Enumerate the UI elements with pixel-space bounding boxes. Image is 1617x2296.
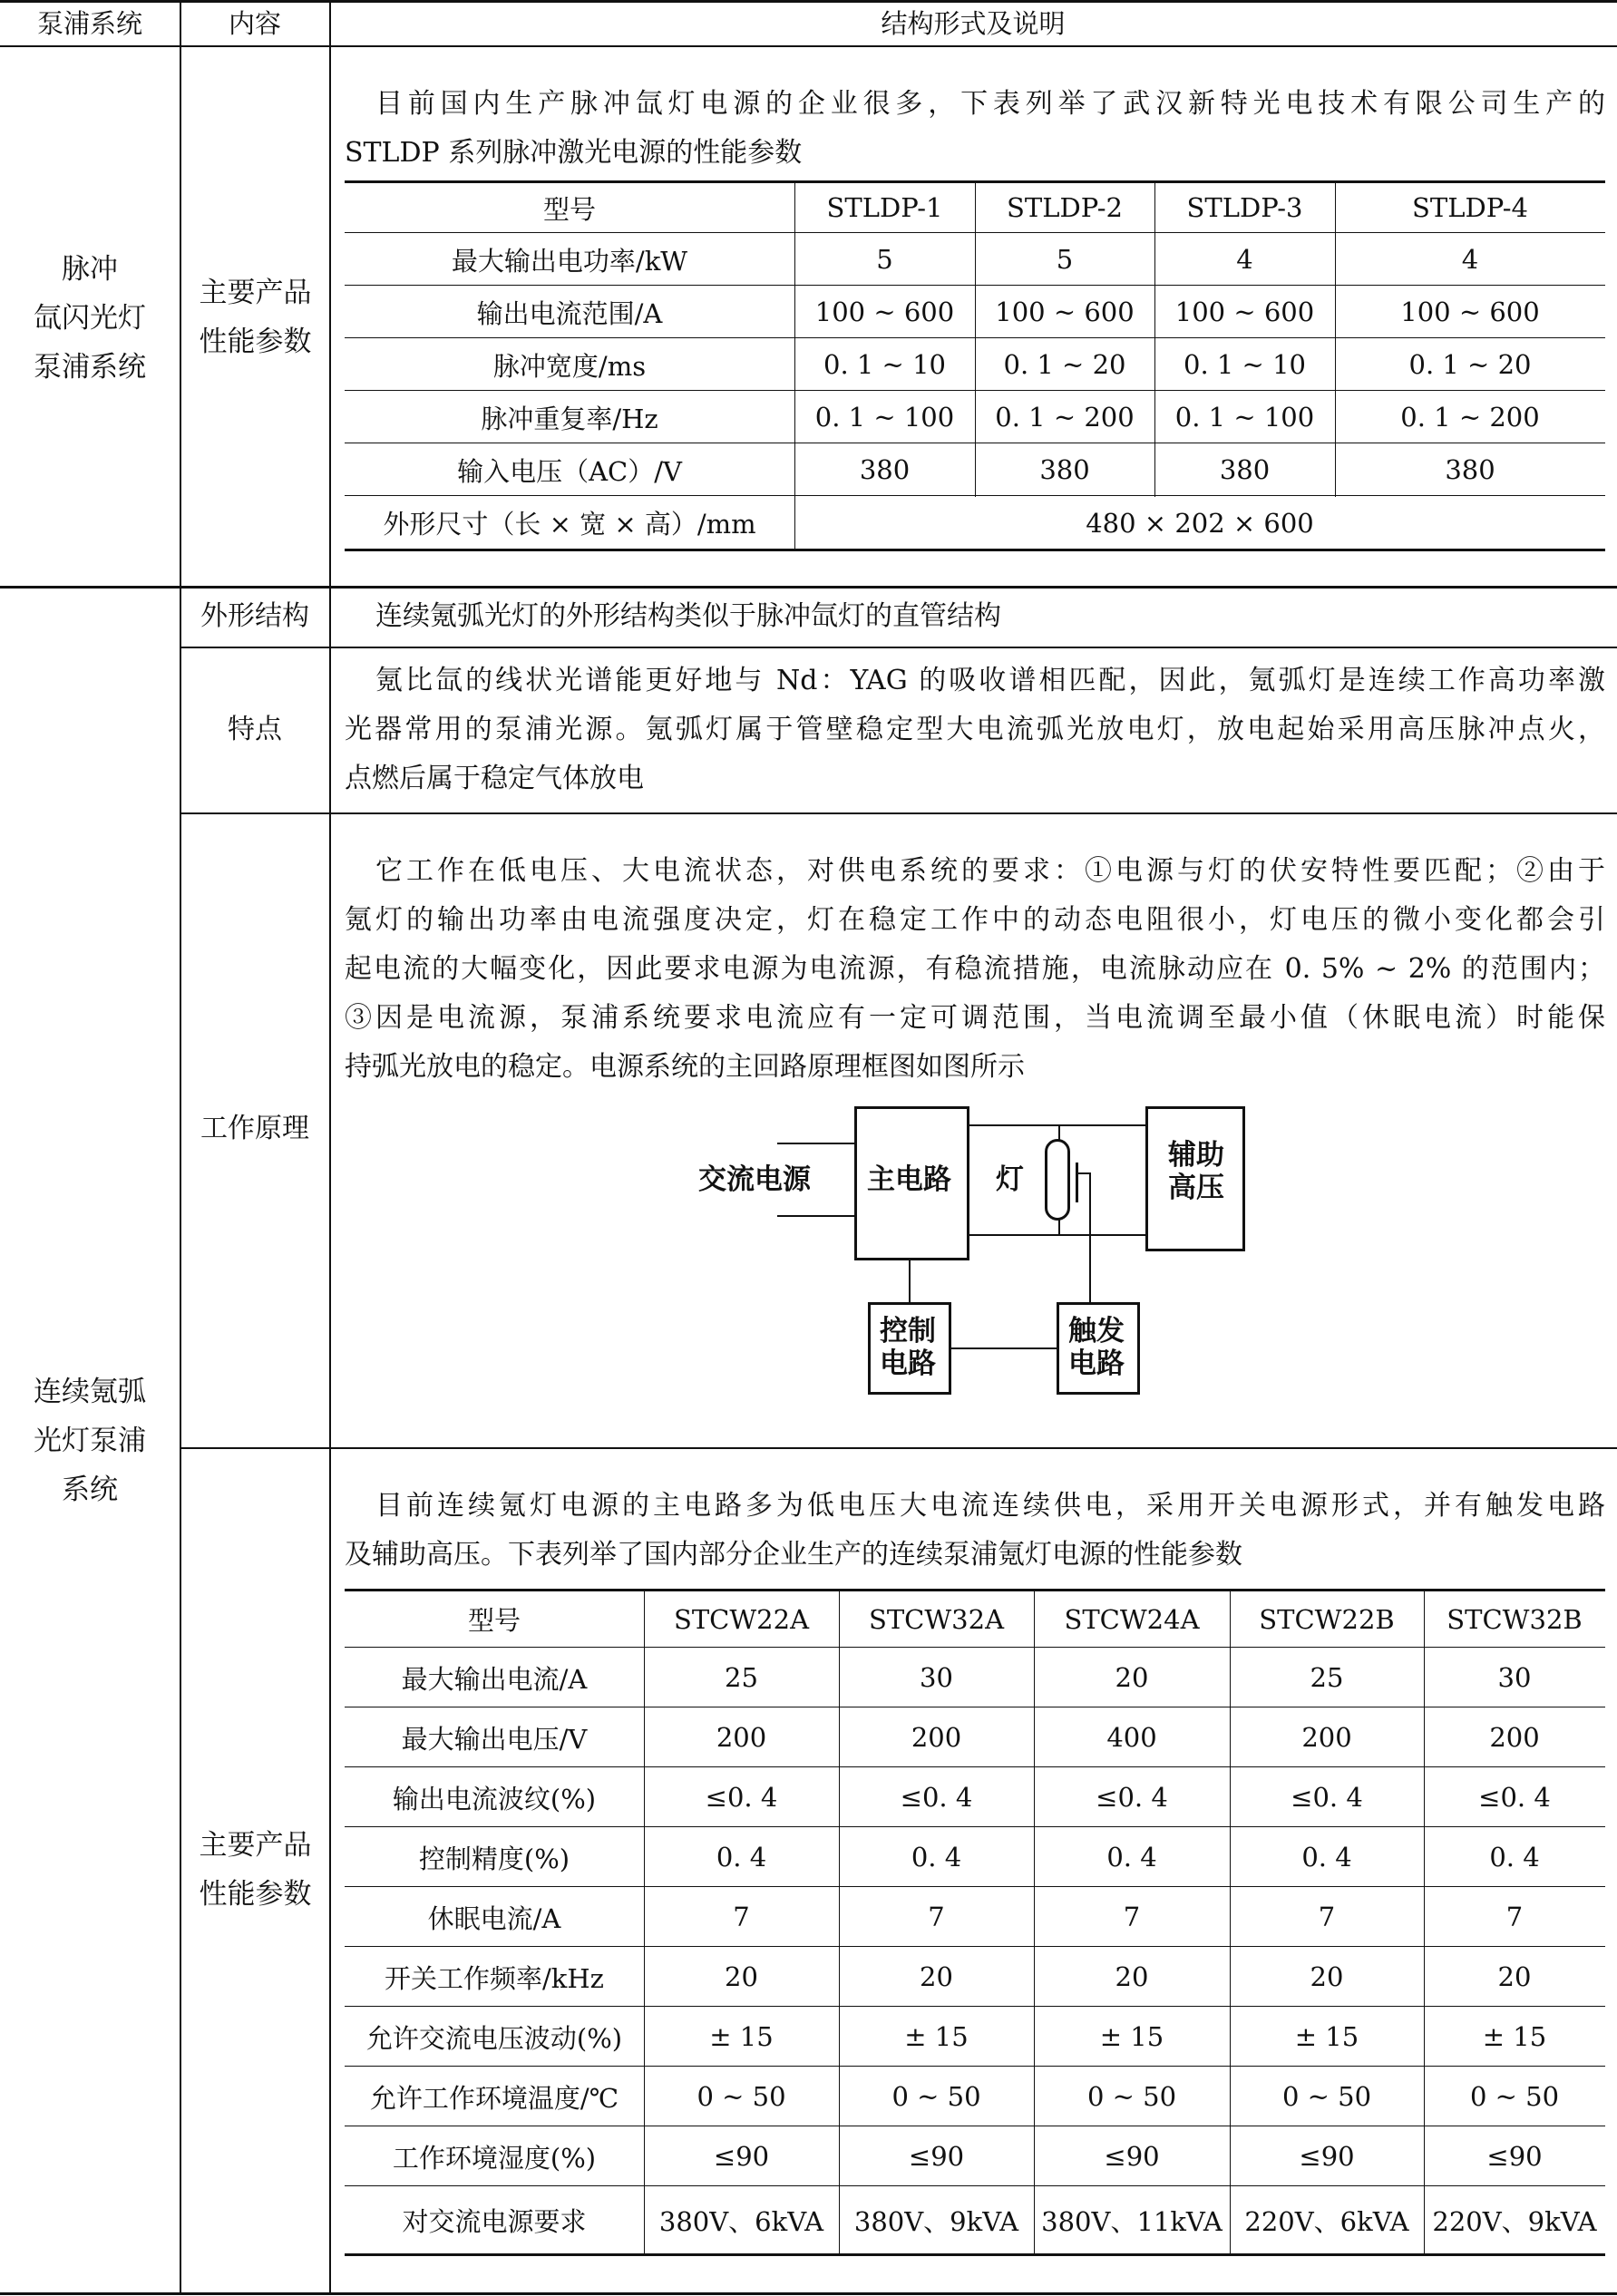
cont-header-cell: 型号: [467, 1605, 521, 1636]
pulsed-table-cell: 100 ~ 600: [995, 297, 1135, 327]
pulsed-table-cell: 0. 1 ~ 100: [814, 402, 955, 433]
cont-table-cell: 20: [920, 1961, 953, 1992]
pulsed-table-cell: 5: [1056, 244, 1074, 275]
continuous-system-label: 连续氪弧 光灯泵浦 系统: [34, 1376, 146, 1506]
cont-table-cell: ≤0. 4: [705, 1782, 778, 1813]
top-border: [0, 0, 1617, 3]
bottom-border: [0, 2292, 1617, 2295]
cont-table-cell: ≤0. 4: [1096, 1782, 1168, 1813]
cont-table-cell: 0. 4: [911, 1842, 962, 1873]
principle-text: 它工作在低电压、大电流状态，对供电系统的要求：①电源与灯的伏安特性要匹配；②由于 氪灯的输出功率由电流强度决定，灯在稳定工作中的动态电阻很小，灯电压的微小变化都会引 起电流的大幅变化，因此要求电源为电流源，有稳流措施，电流脉动应在 0. 5% ~ 2% 的范围内； ③因是电流源，泵浦系统要求电流应有一定可调范围，当电流调至最小值（休眠电流）时能保 持弧光放电的稳定。电源系统的主回路原理框图如图所示: [345, 855, 1605, 1083]
pulsed-system-label: 脉冲 氙闪光灯 泵浦系统: [34, 253, 146, 384]
row-divider-structure: [180, 647, 1617, 648]
cont-table-cell: 200: [716, 1722, 767, 1753]
cont-table-cell: 25: [725, 1662, 758, 1693]
cont-table-cell: 7: [928, 1902, 945, 1932]
structure-label: 外形结构: [200, 600, 309, 632]
cont-table-cell: 7: [1318, 1902, 1336, 1932]
header-content: 内容: [228, 8, 282, 39]
cont-table-cell: 0. 4: [1106, 1842, 1157, 1873]
pulsed-dimension-label: 外形尺寸（长 × 宽 × 高）/mm: [383, 509, 756, 540]
cont-table-cell: 工作环境湿度(%): [392, 2142, 597, 2174]
cont-table-cell: 0. 4: [1489, 1842, 1540, 1873]
lamp-wire-top: [969, 1124, 1145, 1126]
cont-header-cell: STCW22B: [1259, 1603, 1395, 1635]
cont-table-cell: 开关工作频率/kHz: [385, 1962, 604, 1994]
pulsed-table-cell: 输出电流范围/A: [476, 297, 663, 329]
cont-table-cell: 20: [1310, 1961, 1344, 1992]
cont-table-cell: ≤90: [1299, 2141, 1355, 2172]
pulsed-table-cell: 0. 1 ~ 200: [995, 402, 1135, 433]
cont-table-cell: 220V、9kVA: [1432, 2206, 1597, 2237]
cont-header-cell: STCW22A: [673, 1603, 810, 1635]
cont-table-cell: ≤0. 4: [900, 1782, 973, 1813]
cont-table-cell: ≤90: [713, 2141, 770, 2172]
cont-table-cell: ≤90: [1486, 2141, 1543, 2172]
pulsed-table-cell: 0. 1 ~ 100: [1174, 402, 1315, 433]
pulsed-dimension-value: 480 × 202 × 600: [1086, 507, 1314, 539]
features-label: 特点: [228, 714, 282, 745]
cont-table-cell: 20: [1497, 1961, 1532, 1992]
cont-table-cell: 380V、9kVA: [853, 2206, 1019, 2237]
control-to-trigger-wire: [951, 1347, 1057, 1349]
cont-header-cell: STCW32A: [868, 1603, 1005, 1635]
cont-table-cell: ≤0. 4: [1478, 1782, 1551, 1813]
pulsed-header-cell: STLDP-3: [1186, 192, 1303, 223]
cont-table-cell: ≤0. 4: [1291, 1782, 1363, 1813]
cont-table-cell: 控制精度(%): [418, 1843, 570, 1874]
cont-table-cell: 0 ~ 50: [891, 2081, 981, 2112]
cont-table-cell: 30: [1497, 1662, 1532, 1693]
pulsed-table-cell: 脉冲重复率/Hz: [481, 403, 658, 434]
lamp-wire-bottom: [969, 1234, 1145, 1236]
cont-table-cell: 0. 4: [1301, 1842, 1352, 1873]
trigger-lead-v: [1089, 1172, 1091, 1302]
cont-table-cell: 380V、6kVA: [658, 2206, 824, 2237]
lamp-label: 灯: [996, 1163, 1024, 1196]
params-intro: 目前连续氪灯电源的主电路多为低电压大电流连续供电，采用开关电源形式，并有触发电路 及辅助高压。下表列举了国内部分企业生产的连续泵浦氪灯电源的性能参数: [345, 1490, 1605, 1571]
cont-table-cell: 0 ~ 50: [696, 2081, 786, 2112]
pulsed-table-cell: 0. 1 ~ 10: [823, 349, 946, 380]
cont-table-cell: 7: [733, 1902, 750, 1932]
header-structure: 结构形式及说明: [881, 8, 1066, 39]
cont-table-cell: 380V、11kVA: [1041, 2206, 1222, 2237]
cont-table-cell: 20: [1115, 1961, 1149, 1992]
cont-table-cell: ± 15: [709, 2021, 774, 2052]
aux-hv-label: 辅助 高压: [1168, 1139, 1224, 1204]
cont-table-cell: ± 15: [1482, 2021, 1547, 2052]
pulsed-header-cell: STLDP-2: [1007, 192, 1123, 223]
structure-text: 连续氪弧光灯的外形结构类似于脉冲氙灯的直管结构: [375, 600, 1001, 632]
row-divider-features: [180, 812, 1617, 814]
cont-table-cell: 允许工作环境温度/℃: [369, 2082, 619, 2114]
pulsed-table-cell: 5: [876, 244, 893, 275]
cont-table-cell: 0 ~ 50: [1086, 2081, 1177, 2112]
params-label: 主要产品 性能参数: [199, 1829, 312, 1911]
cont-table-cell: 7: [1505, 1902, 1524, 1932]
cont-table-cell: 允许交流电压波动(%): [365, 2022, 623, 2054]
ac-input-wire-top: [777, 1143, 855, 1144]
header-bottom-border: [0, 45, 1617, 47]
cont-table-cell: 0 ~ 50: [1281, 2081, 1372, 2112]
main-circuit-label: 主电路: [867, 1163, 951, 1196]
pulsed-table-cell: 380: [1039, 454, 1090, 485]
pulsed-table-cell: 100 ~ 600: [814, 297, 955, 327]
trigger-electrode: [1076, 1163, 1078, 1202]
pulsed-table-cell: 最大输出电功率/kW: [451, 245, 688, 277]
cont-table-cell: 输出电流波纹(%): [392, 1783, 597, 1814]
row-divider-principle: [180, 1447, 1617, 1449]
ac-input-wire-bottom: [777, 1215, 855, 1217]
pulsed-table-cell: 4: [1236, 244, 1253, 275]
cont-table-cell: 25: [1310, 1662, 1344, 1693]
cont-table-cell: 200: [1489, 1722, 1540, 1753]
cont-table-cell: 200: [911, 1722, 962, 1753]
cont-table-cell: ± 15: [1099, 2021, 1164, 2052]
lamp-tube: [1045, 1139, 1070, 1221]
lamp-lead-bottom: [1058, 1219, 1060, 1235]
pulsed-header-cell: STLDP-1: [826, 192, 943, 223]
ac-power-label: 交流电源: [698, 1163, 811, 1196]
pulsed-table-cell: 0. 1 ~ 10: [1184, 349, 1306, 380]
cont-table-cell: 20: [1115, 1662, 1149, 1693]
section-divider: [0, 586, 1617, 589]
cont-header-cell: STCW32B: [1447, 1603, 1583, 1635]
pulsed-intro: 目前国内生产脉冲氙灯电源的企业很多，下表列举了武汉新特光电技术有限公司生产的 STLDP 系列脉冲激光电源的性能参数: [345, 88, 1605, 169]
pulsed-table-cell: 100 ~ 600: [1174, 297, 1315, 327]
pulsed-header-cell: 型号: [542, 193, 596, 225]
pulsed-table-cell: 380: [859, 454, 911, 485]
pulsed-table-cell: 输入电压（AC）/V: [457, 455, 682, 487]
cont-table-cell: 400: [1106, 1722, 1157, 1753]
pulsed-table-cell: 380: [1445, 454, 1495, 485]
cont-table-cell: ≤90: [908, 2141, 965, 2172]
cont-header-cell: STCW24A: [1064, 1603, 1200, 1635]
trigger-lead-h: [1077, 1172, 1090, 1174]
pulsed-header-cell: STLDP-4: [1412, 192, 1528, 223]
cont-table-cell: 200: [1301, 1722, 1352, 1753]
cont-table-cell: 最大输出电压/V: [401, 1723, 588, 1755]
cont-table-cell: ≤90: [1104, 2141, 1160, 2172]
control-circuit-label: 控制 电路: [880, 1315, 936, 1380]
cont-table-cell: 0 ~ 50: [1469, 2081, 1560, 2112]
cont-table-cell: 休眠电流/A: [427, 1902, 561, 1934]
pulsed-table-cell: 0. 1 ~ 20: [1003, 349, 1126, 380]
cont-table-cell: 最大输出电流/A: [401, 1663, 588, 1695]
col-divider-2: [329, 0, 331, 2295]
pulsed-table-cell: 0. 1 ~ 200: [1400, 402, 1540, 433]
pulsed-table-cell: 脉冲宽度/ms: [492, 350, 647, 382]
pulsed-table-cell: 380: [1219, 454, 1271, 485]
cont-table-cell: 0. 4: [716, 1842, 767, 1873]
pulsed-table-cell: 0. 1 ~ 20: [1408, 349, 1532, 380]
trigger-circuit-label: 触发 电路: [1068, 1315, 1125, 1380]
features-text: 氪比氙的线状光谱能更好地与 Nd：YAG 的吸收谱相匹配，因此，氪弧灯是连续工作高功率激 光器常用的泵浦光源。氪弧灯属于管壁稳定型大电流弧光放电灯，放电起始采用高压脉冲点火， 点燃后属于稳定气体放电: [345, 665, 1605, 794]
cont-table-cell: 20: [725, 1961, 758, 1992]
main-to-control-wire: [909, 1260, 911, 1302]
pulsed-content-label: 主要产品 性能参数: [199, 277, 312, 358]
principle-label: 工作原理: [200, 1113, 309, 1144]
cont-table-cell: 7: [1123, 1902, 1141, 1932]
cont-table-cell: 30: [920, 1662, 953, 1693]
cont-table-cell: ± 15: [1294, 2021, 1359, 2052]
cont-table-cell: 220V、6kVA: [1244, 2206, 1409, 2237]
header-pump-system: 泵浦系统: [36, 8, 143, 39]
cont-table-cell: 对交流电源要求: [402, 2206, 587, 2237]
pulsed-table-cell: 100 ~ 600: [1400, 297, 1540, 327]
cont-table-cell: ± 15: [904, 2021, 969, 2052]
pulsed-table-cell: 4: [1461, 244, 1479, 275]
